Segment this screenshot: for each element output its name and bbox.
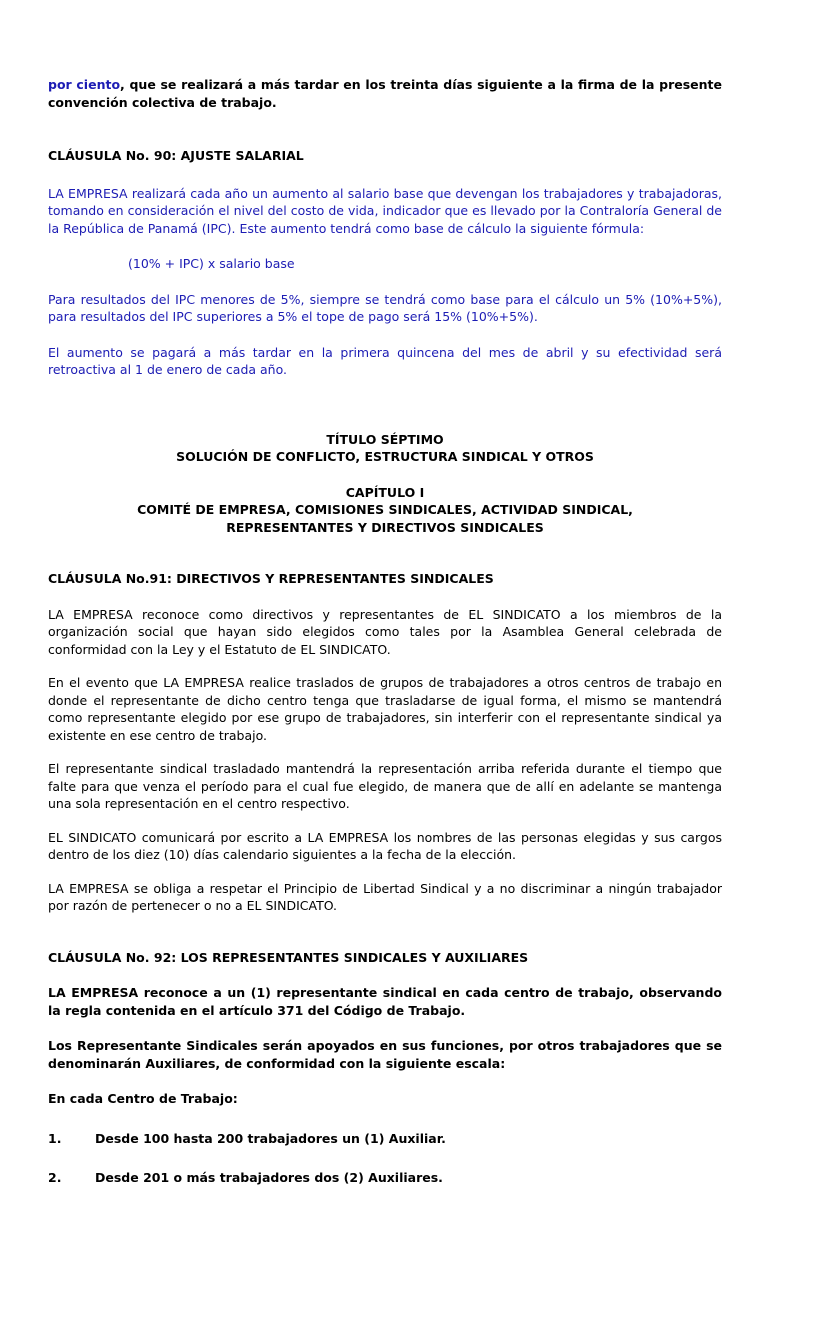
clause-90-paragraph-2: Para resultados del IPC menores de 5%, siempre se tendrá como base para el cálculo un 5% (10%+5%), para resultados del IPC superiores a 5% el tope de pago será 15% (10%+5%). — [48, 291, 722, 324]
clause-91-paragraph-1: LA EMPRESA reconoce como directivos y representantes de EL SINDICATO a los miembros de la organización social que hayan sido elegidos como tales por la Asamblea General celebrada de conformidad con la Ley y el Estatuto de EL SINDICATO. — [48, 606, 722, 657]
chapter-line-3: REPRESENTANTES Y DIRECTIVOS SINDICALES — [226, 519, 544, 535]
clause-90-formula: (10% + IPC) x salario base — [128, 256, 295, 271]
clause-91-paragraph-5: LA EMPRESA se obliga a respetar el Principio de Libertad Sindical y a no discriminar a ningún trabajador por razón de pertenecer o no a EL SINDICATO. — [48, 880, 722, 913]
clause-91-paragraph-2: En el evento que LA EMPRESA realice traslados de grupos de trabajadores a otros centros de trabajo en donde el representante de dicho centro tenga que trasladarse de igual forma, el mismo se mantendrá como representante elegido por ese grupo de trabajadores, sin interferir con el representante sindical ya existente en ese centro de trabajo. — [48, 675, 722, 743]
por-ciento-link[interactable]: por ciento — [48, 77, 121, 92]
chapter-block — [48, 484, 722, 537]
clause-92-paragraph-2: Los Representante Sindicales serán apoyados en sus funciones, por otros trabajadores que se denominarán Auxiliares, de conformidad con la siguiente escala: — [48, 1038, 722, 1071]
clause-90-paragraph-1: LA EMPRESA realizará cada año un aumento al salario base que devengan los trabajadores y trabajadoras, tomando en consideración el nivel del costo de vida, indicador que es llevado por la Contraloría General de la República de Panamá (IPC). Este aumento tendrá como base de cálculo la siguiente fórmula: — [48, 185, 722, 236]
title-block — [48, 431, 722, 466]
intro-paragraph: por ciento, que se realizará a más tardar en los treinta días siguiente a la firma de la presente convención colectiva de trabajo. — [48, 77, 722, 110]
clause-91-paragraph-4: EL SINDICATO comunicará por escrito a LA EMPRESA los nombres de las personas elegidas y sus cargos dentro de los diez (10) días calendario siguientes a la fecha de la elección. — [48, 829, 722, 862]
clause-90-heading: CLÁUSULA No. 90: AJUSTE SALARIAL — [48, 148, 304, 163]
list-item-text: Desde 201 o más trabajadores dos (2) Auxiliares. — [95, 1170, 443, 1185]
clause-92-paragraph-1: LA EMPRESA reconoce a un (1) representante sindical en cada centro de trabajo, observando la regla contenida en el artículo 371 del Código de Trabajo. — [48, 985, 722, 1018]
clause-91-paragraph-3: El representante sindical trasladado mantendrá la representación arriba referida durante el tiempo que falte para que venza el período para el cual fue elegido, de manera que de allí en adelante se mantenga una sola representación en el centro respectivo. — [48, 761, 722, 811]
list-item — [48, 1169, 722, 1187]
clause-92-heading: CLÁUSULA No. 92: LOS REPRESENTANTES SINDICALES Y AUXILIARES — [48, 949, 529, 965]
clause-90-paragraph-3: El aumento se pagará a más tardar en la primera quincena del mes de abril y su efectividad será retroactiva al 1 de enero de cada año. — [48, 344, 722, 377]
list-item-number: 2. — [48, 1170, 62, 1185]
title-line-1: TÍTULO SÉPTIMO — [326, 431, 444, 447]
list-item-number: 1. — [48, 1130, 62, 1146]
title-line-2: SOLUCIÓN DE CONFLICTO, ESTRUCTURA SINDICAL Y OTROS — [176, 449, 594, 464]
clause-92-paragraph-3: En cada Centro de Trabajo: — [48, 1091, 238, 1106]
clause-91-heading: CLÁUSULA No.91: DIRECTIVOS Y REPRESENTANTES SINDICALES — [48, 571, 494, 586]
chapter-line-1: CAPÍTULO I — [345, 484, 425, 500]
list-item — [48, 1130, 722, 1148]
list-item-text: Desde 100 hasta 200 trabajadores un (1) Auxiliar. — [95, 1130, 446, 1146]
chapter-line-2: COMITÉ DE EMPRESA, COMISIONES SINDICALES, ACTIVIDAD SINDICAL, — [137, 502, 633, 517]
